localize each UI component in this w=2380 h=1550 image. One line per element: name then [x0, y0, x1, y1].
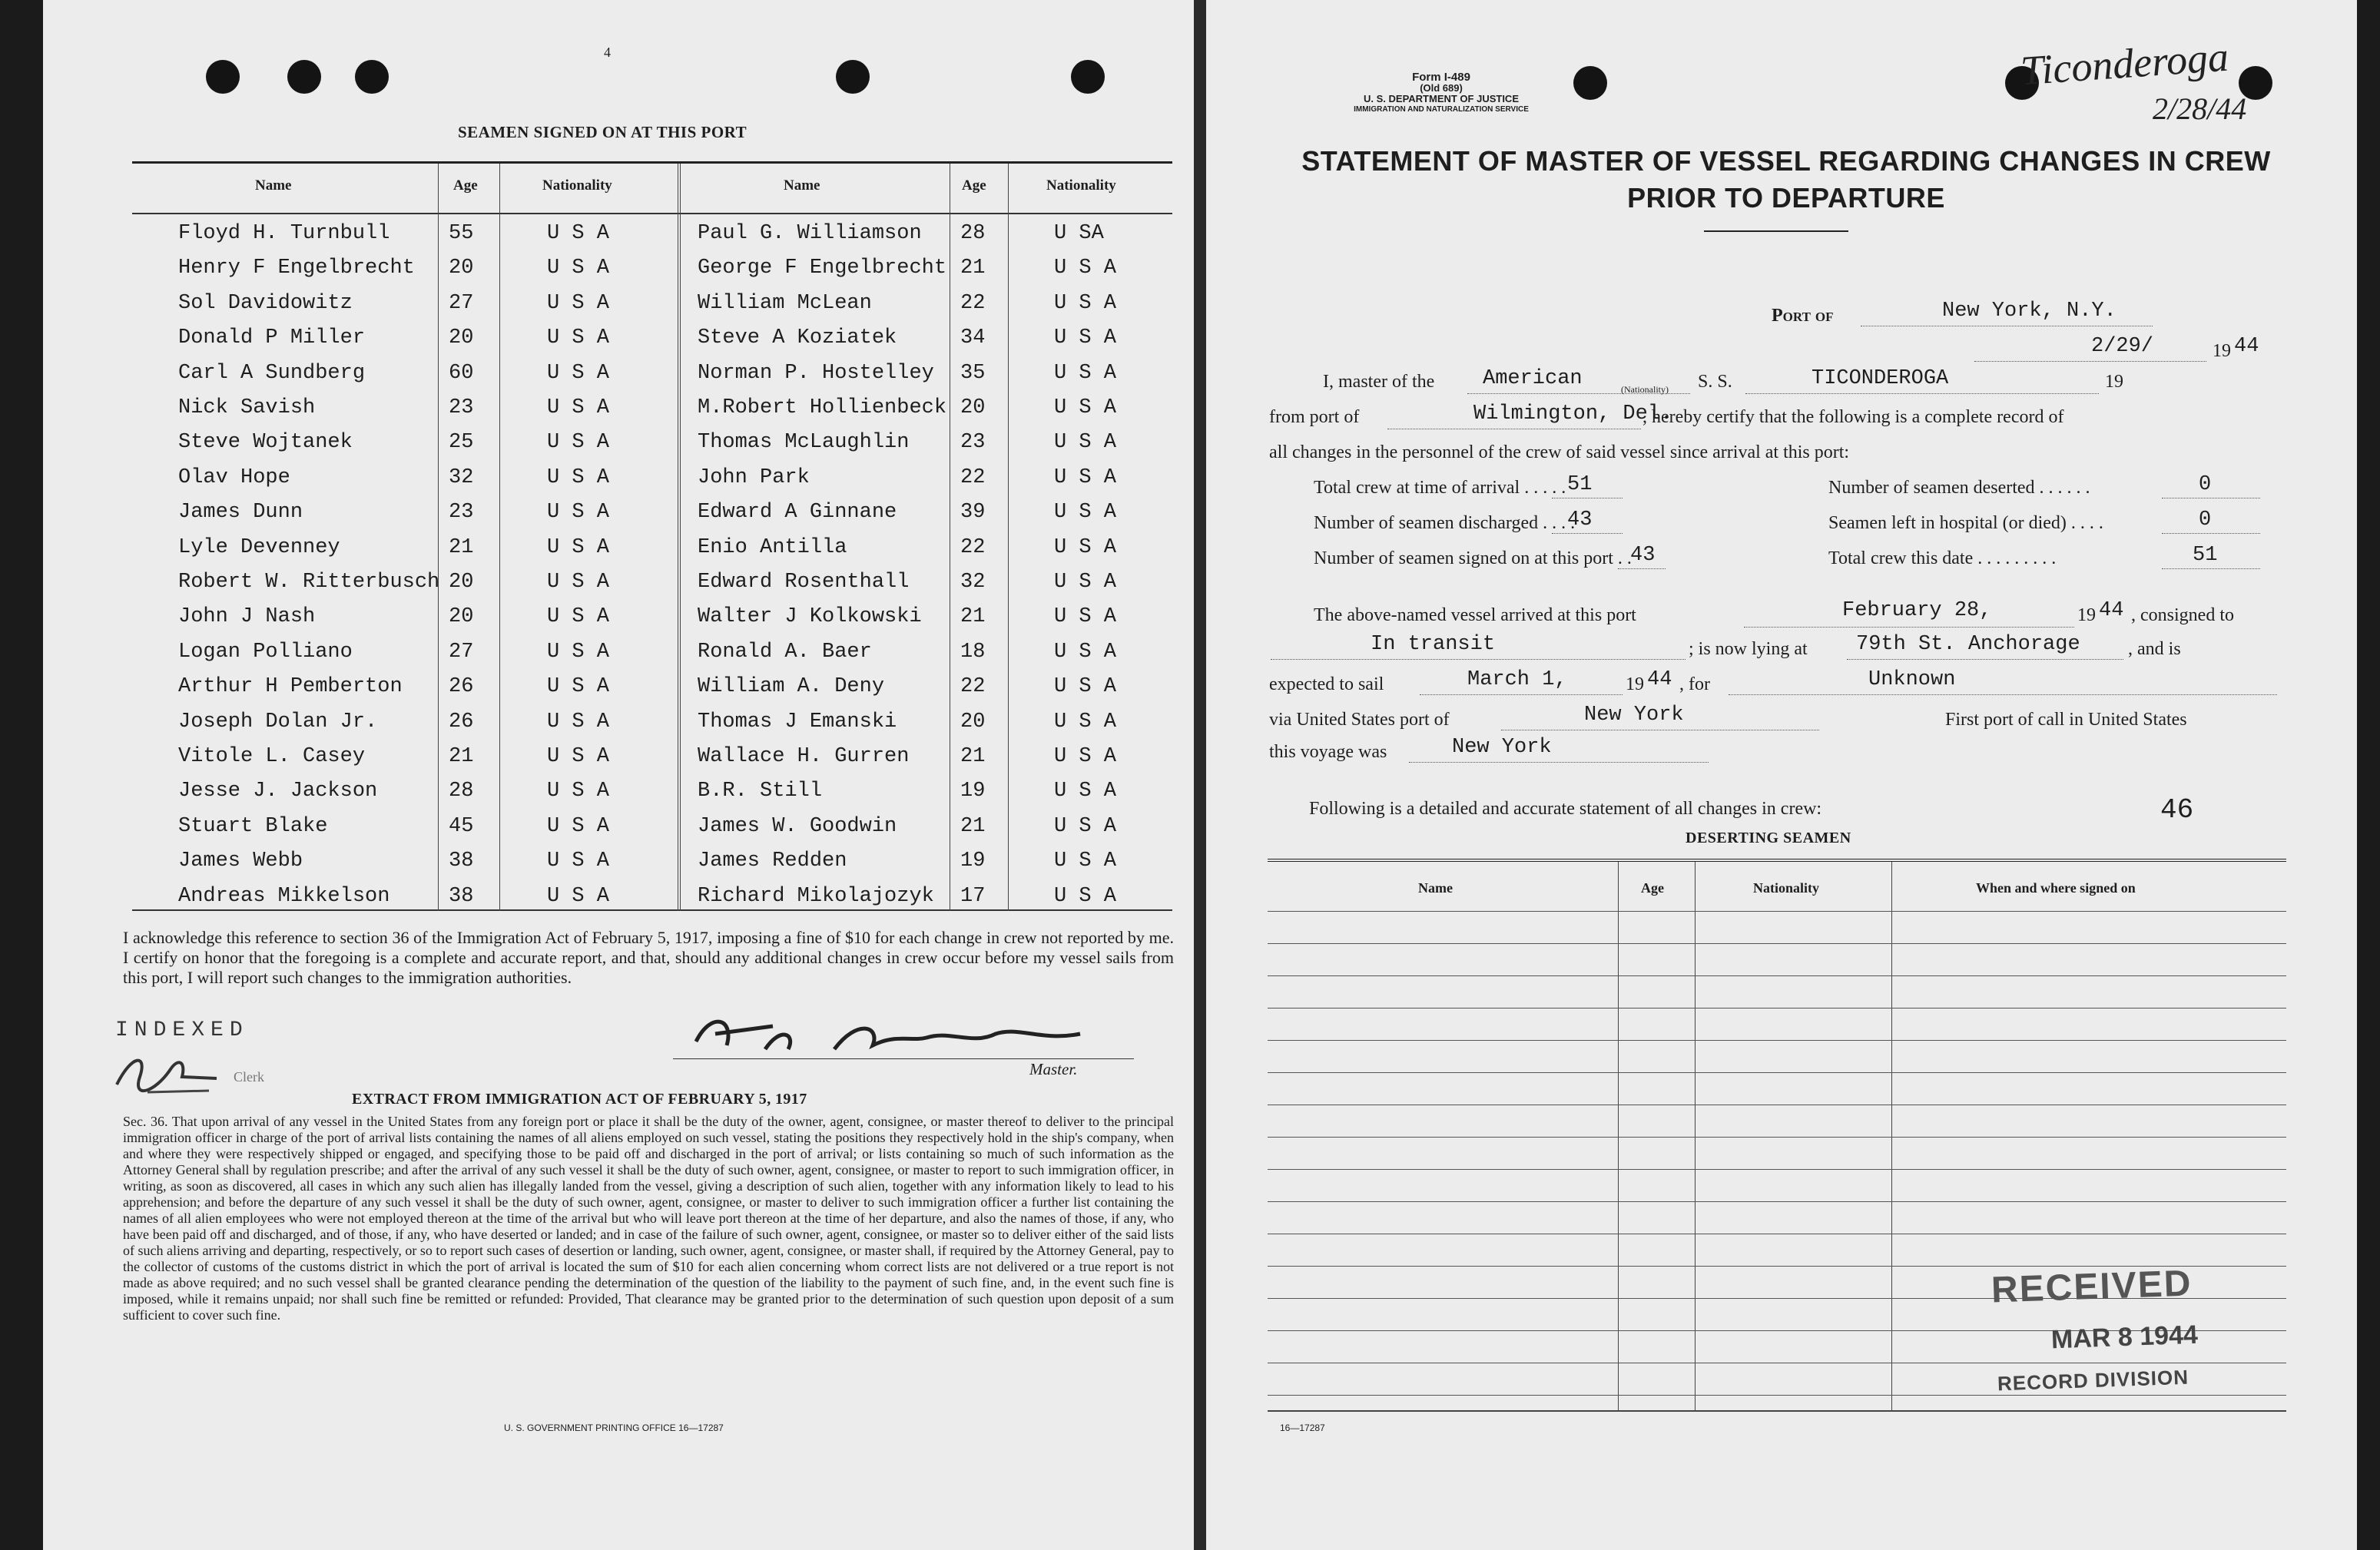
column-header-age: Age [453, 177, 478, 194]
section-36-text: Sec. 36. That upon arrival of any vessel in the United States from any foreign port or place it shall be the duty of the owner, agent, consignee, or master thereof to deliver to the principal immigration officer in charge of the port of arrival lists containing the names of all aliens employed on such vessel, stating the positions they respectively hold in the ship's company, when and where they were respectively shipped or engaged, and specifying those to be paid off and discharged in the port of arrival; or lists containing so much of such information as the Attorney General shall by regulation prescribe; and after the arrival of any such vessel it shall be the duty of such owner, agent, consignee, or master to report to such immigration officer, in writing, as soon as discovered, all cases in which any such alien has illegally landed from the vessel, giving a description of such alien, together with any information likely to lead to his apprehension; and before the departure of any such vessel it shall be the duty of such owner, agent, consignee, or master to deliver to such immigration officer a further list containing the names of all alien employees who were not employed thereon at the time of the arrival but who will leave port thereon at the time of her departure, and also the names of those, if any, who have been paid off and discharged, and of those, if any, who have deserted or landed; and in case of the failure of such owner, agent, consignee, or master so to deliver either of the said lists of such aliens arriving and departing, respectively, or so to report such cases of desertion or landing, such owner, agent, consignee, or master shall, if required by the Attorney General, pay to the collector of customs of the customs district in which the port of arrival is located the sum of $10 for each alien concerning whom correct lists are not delivered or a true report is not made as above required; and no such vessel shall be granted clearance pending the determination of the question of the liability to the payment of such fine, and, in the event such fine is imposed, while it remains unpaid; nor shall such fine be remitted or refunded: Provided, That clearance may be granted prior to the determination of such question upon deposit of a sum sufficient to cover such fine. [123, 1114, 1174, 1323]
seaman-name: John Park [698, 465, 810, 489]
seaman-name: William McLean [698, 291, 872, 315]
seaman-age: 19 [960, 780, 986, 803]
seaman-age: 27 [449, 291, 474, 315]
right-page [1206, 0, 2357, 1550]
table-row [132, 737, 1172, 772]
master-signature [681, 1011, 1111, 1065]
form-title [1298, 143, 2274, 217]
consignee-underline [1271, 659, 1686, 660]
seaman-age: 21 [960, 605, 986, 629]
deserted-value: 0 [2199, 473, 2212, 496]
table-row [132, 354, 1172, 389]
for-label: , for [1679, 674, 1710, 694]
left-page [43, 0, 1194, 1550]
seaman-nationality: U S A [1054, 814, 1117, 838]
seaman-name: Paul G. Williamson [698, 222, 922, 245]
table-row [132, 528, 1172, 563]
seaman-nationality: U S A [547, 745, 610, 768]
received-stamp: RECEIVED [1991, 1263, 2193, 1311]
seaman-nationality: U S A [547, 605, 610, 629]
seaman-name: Ronald A. Baer [698, 640, 872, 664]
form-title-line-2: PRIOR TO DEPARTURE [1627, 182, 1945, 214]
seaman-name: Norman P. Hostelley [698, 361, 934, 385]
seaman-nationality: U S A [1054, 361, 1117, 385]
seaman-nationality: U S A [1054, 710, 1117, 734]
seaman-nationality: U S A [1054, 465, 1117, 489]
seaman-age: 17 [960, 884, 986, 908]
sail-year: 44 [1647, 668, 1672, 691]
signed-on-label: Number of seamen signed on at this port . . [1314, 548, 1632, 568]
discharged-label: Number of seamen discharged . . . . [1314, 513, 1576, 533]
total-this-date-label: Total crew this date . . . . . . . . . [1828, 548, 2057, 568]
received-stamp-date: MAR 8 1944 [2050, 1320, 2199, 1355]
table-row [132, 284, 1172, 319]
seaman-name: James Webb [178, 850, 303, 873]
seaman-age: 27 [449, 640, 474, 664]
seaman-nationality: U S A [1054, 675, 1117, 699]
record-division-stamp: RECORD DIVISION [1997, 1365, 2189, 1396]
printing-office-note: U. S. GOVERNMENT PRINTING OFFICE 16—17287 [504, 1422, 724, 1433]
seaman-nationality: U S A [547, 535, 610, 559]
table-row [132, 389, 1172, 423]
stat-underline [1618, 568, 1666, 569]
seaman-name: James Dunn [178, 501, 303, 525]
seaman-name: Andreas Mikkelson [178, 884, 390, 908]
seaman-age: 21 [960, 814, 986, 838]
seaman-age: 35 [960, 361, 986, 385]
column-divider [1618, 862, 1619, 1410]
table-row [132, 563, 1172, 598]
department-name: U. S. DEPARTMENT OF JUSTICE [1364, 93, 1519, 104]
seaman-age: 21 [449, 745, 474, 768]
table-row [132, 493, 1172, 528]
seaman-nationality: U S A [547, 431, 610, 455]
year-prefix: 19 [2213, 341, 2231, 361]
table-rule [1268, 975, 2286, 976]
table-rule [1268, 1395, 2286, 1396]
seaman-name: M.Robert Hollienbeck [698, 396, 947, 419]
seaman-name: Steve A Koziatek [698, 326, 897, 350]
seaman-age: 22 [960, 291, 986, 315]
seaman-nationality: U S A [547, 396, 610, 419]
arrived-value: February 28, [1842, 599, 1992, 622]
seaman-name: B.R. Still [698, 780, 823, 803]
seaman-age: 60 [449, 361, 474, 385]
punch-hole [206, 60, 240, 94]
seaman-nationality: U S A [1054, 780, 1117, 803]
seaman-nationality: U S A [547, 571, 610, 594]
seaman-nationality: U S A [1054, 850, 1117, 873]
seaman-name: Wallace H. Gurren [698, 745, 910, 768]
seaman-nationality: U S A [1054, 396, 1117, 419]
table-row [132, 319, 1172, 353]
seaman-name: Sol Davidowitz [178, 291, 353, 315]
seaman-nationality: U S A [547, 675, 610, 699]
table-row [132, 772, 1172, 806]
table-row [132, 667, 1172, 702]
date-underline [1974, 361, 2206, 362]
ss-label: S. S. [1698, 372, 1732, 392]
seaman-age: 22 [960, 675, 986, 699]
seaman-name: Arthur H Pemberton [178, 675, 403, 699]
following-label: Following is a detailed and accurate statement of all changes in crew: [1309, 799, 1822, 819]
seaman-nationality: U S A [547, 850, 610, 873]
seaman-name: Lyle Devenney [178, 535, 340, 559]
table-rule [1268, 911, 2286, 912]
column-divider [1891, 862, 1892, 1410]
seaman-name: Carl A Sundberg [178, 361, 366, 385]
seaman-age: 28 [449, 780, 474, 803]
clerk-initials-signature [109, 1046, 224, 1100]
master-label: Master. [1029, 1060, 1078, 1078]
column-header-name: Name [784, 177, 820, 194]
table-row [132, 877, 1172, 912]
seaman-name: Thomas J Emanski [698, 710, 897, 734]
master-signature-line [673, 1058, 1134, 1059]
seaman-nationality: U S A [547, 501, 610, 525]
seaman-nationality: U S A [1054, 605, 1117, 629]
form-number-label: Form I-489 [1412, 71, 1470, 84]
stat-underline [1552, 533, 1623, 534]
arrived-label: The above-named vessel arrived at this port [1314, 605, 1636, 625]
for-value: Unknown [1868, 668, 1956, 691]
total-crew-arrival-label: Total crew at time of arrival . . . . . [1314, 478, 1566, 498]
sail-year-prefix: 19 [1626, 674, 1644, 694]
seaman-name: Joseph Dolan Jr. [178, 710, 378, 734]
seaman-nationality: U S A [547, 780, 610, 803]
extract-heading: EXTRACT FROM IMMIGRATION ACT OF FEBRUARY 5, 1917 [352, 1091, 807, 1108]
seaman-name: Donald P Miller [178, 326, 366, 350]
lying-value: 79th St. Anchorage [1856, 633, 2080, 656]
punch-hole [287, 60, 321, 94]
page-number: 4 [604, 45, 611, 60]
lying-label: ; is now lying at [1689, 639, 1808, 659]
first-port-label: First port of call in United States [1945, 710, 2187, 730]
punch-hole [355, 60, 389, 94]
punch-hole [1071, 60, 1105, 94]
seaman-age: 20 [449, 571, 474, 594]
form-title-line-1: STATEMENT OF MASTER OF VESSEL REGARDING CHANGES IN CREW [1301, 145, 2271, 177]
table-row [132, 423, 1172, 458]
seaman-name: Thomas McLaughlin [698, 431, 910, 455]
clerk-label: Clerk [234, 1069, 264, 1085]
seaman-name: Enio Antilla [698, 535, 847, 559]
deserted-label: Number of seamen deserted . . . . . . [1828, 478, 2090, 498]
seaman-age: 26 [449, 675, 474, 699]
seaman-name: Floyd H. Turnbull [178, 222, 390, 245]
seaman-nationality: U S A [547, 257, 610, 280]
seaman-nationality: U S A [547, 640, 610, 664]
seaman-nationality: U S A [1054, 291, 1117, 315]
seaman-nationality: U S A [547, 814, 610, 838]
seaman-age: 20 [449, 257, 474, 280]
port-label: Port of [1772, 306, 1834, 326]
year-suffix: 19 [2105, 372, 2123, 392]
column-header-when-where: When and where signed on [1976, 880, 2136, 896]
sail-value: March 1, [1467, 668, 1567, 691]
handwritten-count: 46 [2160, 794, 2194, 826]
seaman-name: Robert W. Ritterbusch [178, 571, 440, 594]
seaman-name: Jesse J. Jackson [178, 780, 378, 803]
seaman-name: Edward Rosenthall [698, 571, 910, 594]
arrived-underline [1744, 627, 2074, 628]
handwritten-vessel-note: Ticonderoga [2019, 33, 2230, 94]
seaman-age: 23 [960, 431, 986, 455]
seaman-age: 38 [449, 884, 474, 908]
port-value: New York, N.Y. [1942, 300, 2116, 323]
seaman-nationality: U S A [547, 710, 610, 734]
seaman-name: John J Nash [178, 605, 316, 629]
from-port-label: from port of [1269, 407, 1360, 427]
seaman-age: 38 [449, 850, 474, 873]
from-port-value: Wilmington, Del. [1473, 402, 1673, 426]
table-row [132, 703, 1172, 737]
seaman-age: 18 [960, 640, 986, 664]
punch-hole [836, 60, 870, 94]
for-underline [1729, 694, 2277, 695]
year-value: 44 [2234, 335, 2259, 358]
seaman-age: 23 [449, 501, 474, 525]
arrived-year-prefix: 19 [2077, 605, 2096, 625]
nationality-caption: (Nationality) [1621, 384, 1669, 395]
seaman-nationality: U S A [547, 291, 610, 315]
seaman-age: 25 [449, 431, 474, 455]
column-header-age: Age [962, 177, 986, 194]
via-value: New York [1584, 704, 1684, 727]
table-rule [1268, 1201, 2286, 1202]
nationality-value: American [1483, 367, 1583, 390]
seaman-name: Henry F Engelbrecht [178, 257, 415, 280]
seaman-name: Nick Savish [178, 396, 316, 419]
seaman-age: 20 [449, 326, 474, 350]
seaman-nationality: U S A [1054, 501, 1117, 525]
seaman-nationality: U S A [1054, 326, 1117, 350]
table-row [132, 807, 1172, 842]
indexed-stamp: INDEXED [115, 1018, 249, 1042]
seaman-nationality: U S A [1054, 640, 1117, 664]
seaman-name: Walter J Kolkowski [698, 605, 922, 629]
stat-underline [2162, 568, 2260, 569]
seaman-age: 20 [960, 710, 986, 734]
seaman-age: 28 [960, 222, 986, 245]
lying-underline [1847, 659, 2123, 660]
total-crew-arrival-value: 51 [1567, 473, 1593, 496]
column-header-nationality: Nationality [542, 177, 612, 194]
column-header-name: Name [1418, 880, 1453, 896]
seaman-name: Richard Mikolajozyk [698, 884, 934, 908]
form-old-number: (Old 689) [1420, 82, 1463, 94]
seaman-age: 22 [960, 535, 986, 559]
seamen-signed-on-table [132, 161, 1172, 911]
voyage-label: this voyage was [1269, 742, 1387, 762]
master-of-label: I, master of the [1323, 372, 1435, 392]
seaman-age: 39 [960, 501, 986, 525]
table-row [132, 214, 1172, 249]
column-header-nationality: Nationality [1046, 177, 1116, 194]
vessel-name: TICONDEROGA [1812, 367, 1949, 390]
seaman-name: Vitole L. Casey [178, 745, 366, 768]
seaman-age: 22 [960, 465, 986, 489]
seaman-age: 21 [960, 745, 986, 768]
seaman-age: 21 [960, 257, 986, 280]
table-rule [1268, 1072, 2286, 1073]
table-rule [1268, 943, 2286, 944]
form-identification [1280, 72, 1603, 115]
table-row [132, 249, 1172, 283]
seaman-age: 32 [960, 571, 986, 594]
seaman-nationality: U S A [1054, 257, 1117, 280]
seaman-nationality: U S A [547, 884, 610, 908]
deserting-seamen-heading: DESERTING SEAMEN [1686, 830, 1851, 846]
seaman-nationality: U S A [1054, 745, 1117, 768]
arrived-year: 44 [2099, 599, 2124, 622]
column-header-age: Age [1641, 880, 1664, 896]
seaman-name: Edward A Ginnane [698, 501, 897, 525]
stat-underline [2162, 533, 2260, 534]
title-rule [1704, 230, 1848, 232]
seaman-age: 45 [449, 814, 474, 838]
discharged-value: 43 [1567, 508, 1593, 532]
seaman-age: 19 [960, 850, 986, 873]
seaman-age: 20 [960, 396, 986, 419]
column-header-nationality: Nationality [1753, 880, 1820, 896]
acknowledgment-text: I acknowledge this reference to section 36 of the Immigration Act of February 5, 1917, imposing a fine of $10 for each change in crew not reported by me. I certify on honor that the foregoing is a complete and accurate report, and that, should any additional changes in crew occur before my vessel sails from this port, I will report such changes to the immigration authorities. [123, 928, 1174, 987]
consigned-label: , consigned to [2131, 605, 2234, 625]
seaman-nationality: U S A [547, 361, 610, 385]
seaman-age: 23 [449, 396, 474, 419]
seaman-name: Steve Wojtanek [178, 431, 353, 455]
table-row [132, 842, 1172, 876]
via-label: via United States port of [1269, 710, 1450, 730]
seaman-age: 21 [449, 535, 474, 559]
and-is-label: , and is [2128, 639, 2181, 659]
hospital-label: Seamen left in hospital (or died) . . . . [1828, 513, 2103, 533]
seaman-nationality: U S A [1054, 571, 1117, 594]
table-rule [1268, 1169, 2286, 1170]
table-row [132, 598, 1172, 632]
hospital-value: 0 [2199, 508, 2212, 532]
handwritten-date-note: 2/28/44 [2153, 91, 2247, 126]
seaman-nationality: U S A [1054, 431, 1117, 455]
seaman-name: James Redden [698, 850, 847, 873]
signed-on-value: 43 [1630, 544, 1656, 567]
table-row [132, 459, 1172, 493]
seaman-name: James W. Goodwin [698, 814, 897, 838]
service-name: IMMIGRATION AND NATURALIZATION SERVICE [1354, 105, 1529, 114]
seaman-nationality: U S A [1054, 535, 1117, 559]
table-rule [1268, 1137, 2286, 1138]
seaman-age: 20 [449, 605, 474, 629]
seamen-signed-on-heading: SEAMEN SIGNED ON AT THIS PORT [458, 123, 747, 141]
seaman-name: Stuart Blake [178, 814, 328, 838]
column-divider [1695, 862, 1696, 1410]
seaman-age: 34 [960, 326, 986, 350]
voyage-underline [1409, 762, 1709, 763]
form-print-number: 16—17287 [1280, 1422, 1325, 1433]
certify-text-2: all changes in the personnel of the crew of said vessel since arrival at this port: [1269, 442, 1850, 462]
seaman-age: 55 [449, 222, 474, 245]
table-rule [1268, 1040, 2286, 1041]
seaman-nationality: U S A [547, 222, 610, 245]
seaman-name: Olav Hope [178, 465, 290, 489]
seaman-name: Logan Polliano [178, 640, 353, 664]
consignee-value: In transit [1371, 633, 1496, 656]
seaman-nationality: U S A [547, 326, 610, 350]
seaman-nationality: U S A [547, 465, 610, 489]
table-row [132, 633, 1172, 667]
binding-spine [1194, 0, 1206, 1550]
expected-label: expected to sail [1269, 674, 1384, 694]
certify-text: , hereby certify that the following is a complete record of [1642, 407, 2064, 427]
seaman-nationality: U SA [1054, 222, 1104, 245]
sail-underline [1420, 694, 1623, 695]
seaman-nationality: U S A [1054, 884, 1117, 908]
total-this-date-value: 51 [2193, 544, 2218, 567]
column-header-name: Name [255, 177, 292, 194]
seaman-age: 32 [449, 465, 474, 489]
voyage-value: New York [1452, 736, 1552, 759]
vessel-underline [1745, 393, 2099, 394]
seaman-age: 26 [449, 710, 474, 734]
date-value: 2/29/ [2091, 335, 2154, 358]
seaman-name: William A. Deny [698, 675, 885, 699]
seaman-name: George F Engelbrecht [698, 257, 947, 280]
